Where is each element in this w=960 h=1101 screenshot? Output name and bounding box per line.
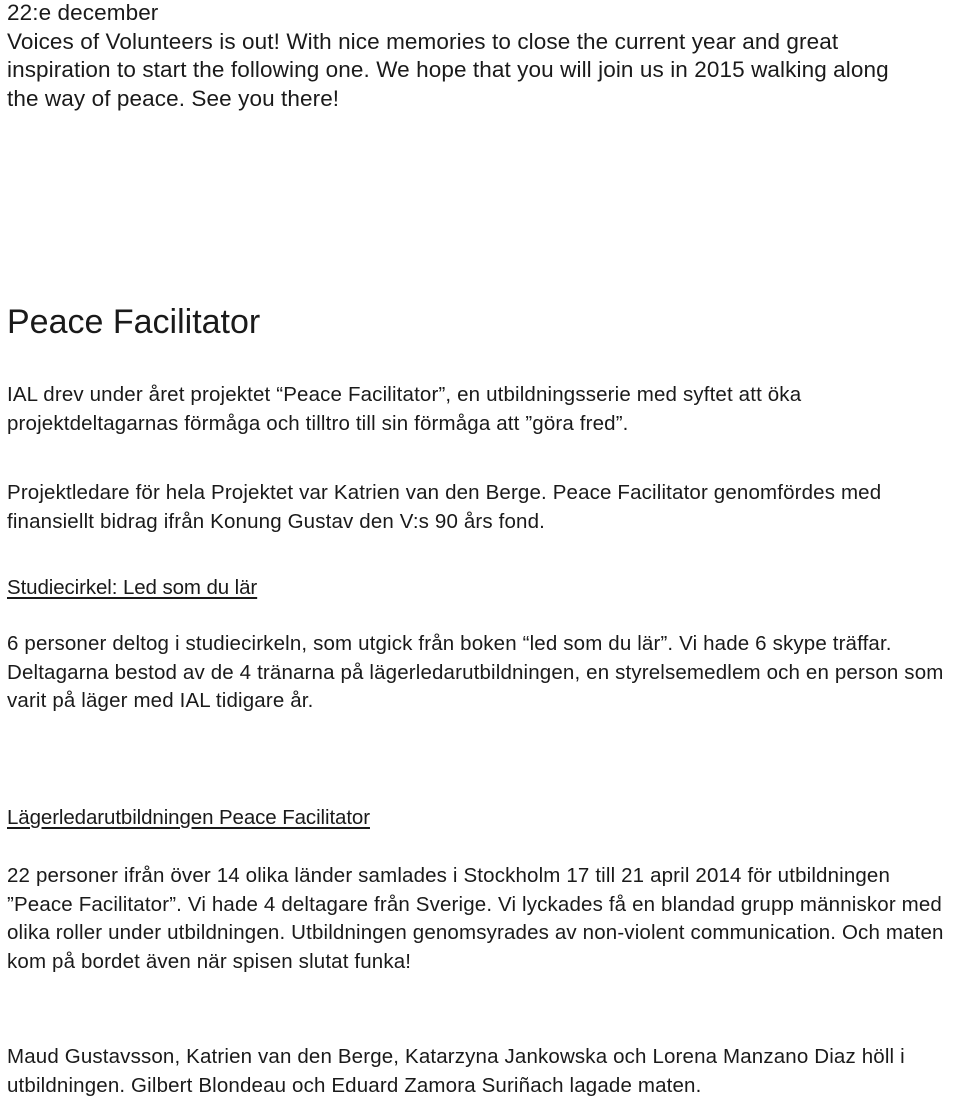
project-description: IAL drev under året projektet “Peace Facilitator”, en utbildningsserie med syftet att öka projektdeltagarnas förmåga och tilltro till sin förmåga att ”göra fred”. <box>7 383 802 435</box>
studiecirkel-heading: Studiecirkel: Led som du lär <box>7 576 258 599</box>
intro-line: Voices of Volunteers is out! With nice memories to close the current year and great <box>7 28 839 54</box>
section-title: Peace Facilitator <box>7 303 261 341</box>
project-funding: Projektledare för hela Projektet var Katrien van den Berge. Peace Facilitator genomfördes med finansiellt bidrag ifrån Konung Gustav den V:s 90 års fond. <box>7 481 882 533</box>
intro-line: inspiration to start the following one. We hope that you will join us in 2015 walking along <box>7 57 889 82</box>
intro-announcement <box>7 0 954 113</box>
lagerledar-heading: Lägerledarutbildningen Peace Facilitator <box>7 806 370 829</box>
lagerledar-text: 22 personer ifrån över 14 olika länder samlades i Stockholm 17 till 21 april 2014 för utbildningen ”Peace Facilitator”. Vi hade 4 deltagare från Sverige. Vi lyckades få en blandad grupp människor med olika roller under utbildningen. Utbildningen genomsyrades av non-violent communication. Och maten kom på bordet även när spisen slutat funka! <box>7 864 944 973</box>
lagerledar-credits: Maud Gustavsson, Katrien van den Berge, Katarzyna Jankowska och Lorena Manzano Diaz höll i utbildningen. Gilbert Blondeau och Eduard Zamora Suriñach lagade maten. <box>7 1045 905 1097</box>
intro-date: 22:e december <box>7 0 159 25</box>
studiecirkel-text: 6 personer deltog i studiecirkeln, som utgick från boken “led som du lär”. Vi hade 6 skype träffar. Deltagarna bestod av de 4 tränarna på lägerledarutbildningen, en styrelsemedlem och en person som varit på läger med IAL tidigare år. <box>7 632 944 712</box>
intro-line: the way of peace. See you there! <box>7 85 340 111</box>
